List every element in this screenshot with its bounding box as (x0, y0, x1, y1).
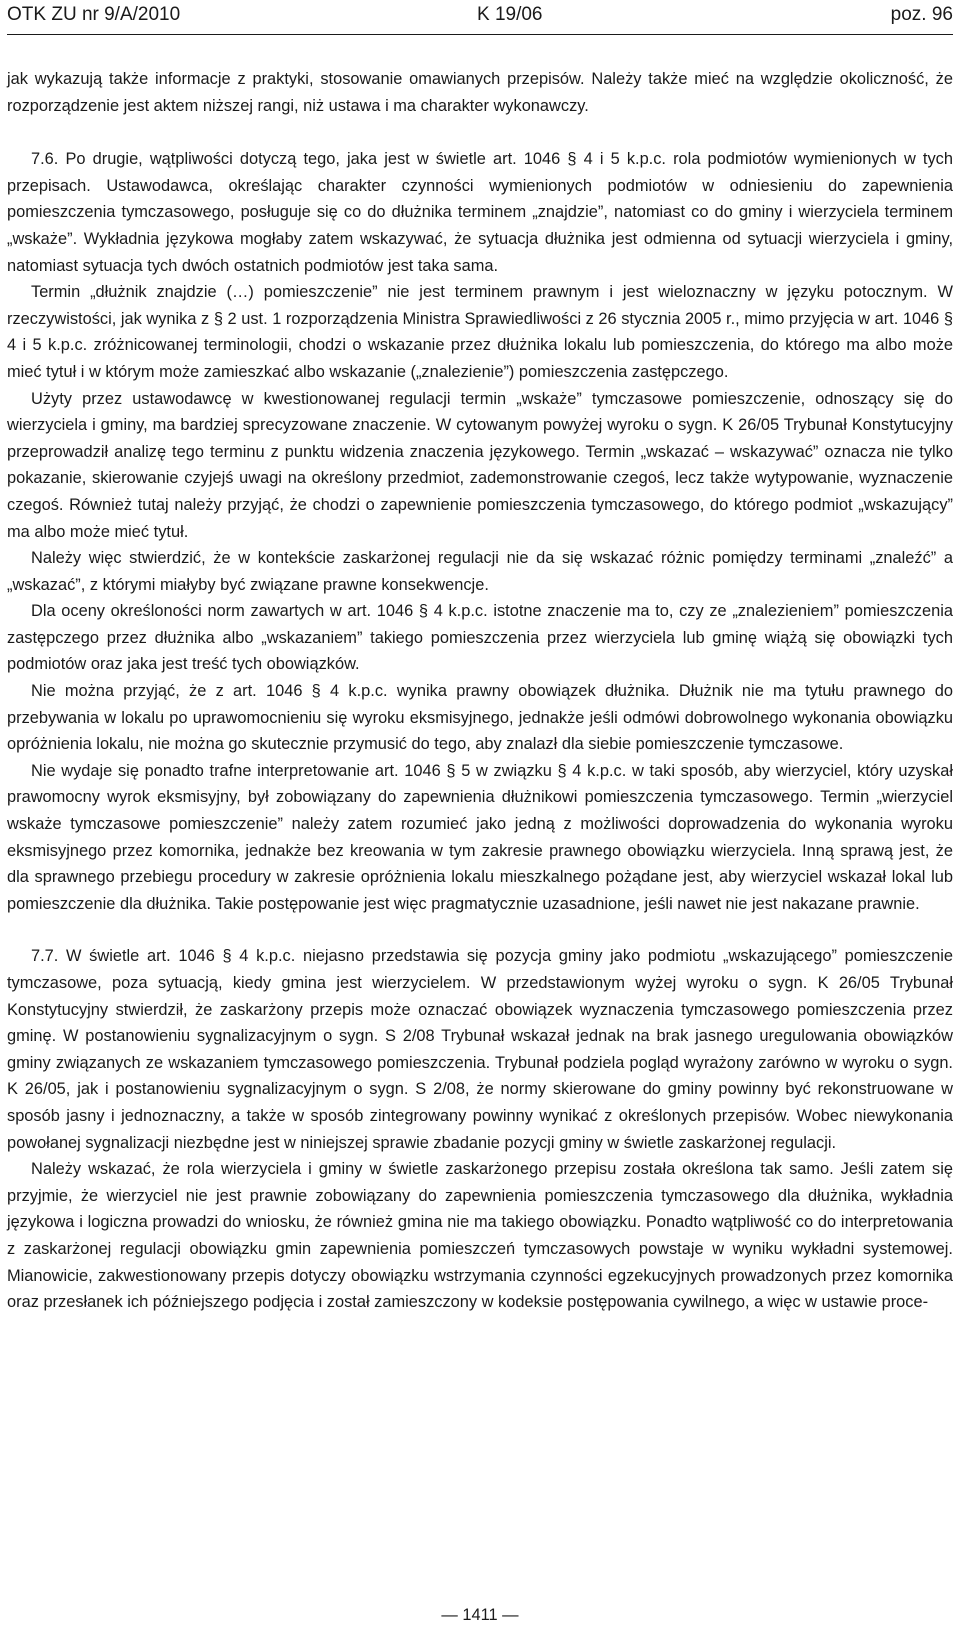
paragraph: Użyty przez ustawodawcę w kwestionowanej regulacji termin „wskaże” tymczasowe pomieszczenie, odnoszący się do wierzyciela i gminy, ma bardziej sprecyzowane znaczenie. W cytowanym powyżej wyroku o sygn. K 26/05 Trybunał Konstytucyjny przeprowadził analizę tego terminu z punktu widzenia znaczenia językowego. Termin „wskazać – wskazywać” oznacza nie tylko pokazanie, skierowanie czyjejś uwagi na określony przedmiot, zademonstrowanie czegoś, lecz także wytypowanie, wyznaczenie czegoś. Również tutaj należy przyjąć, że chodzi o zapewnienie pomieszczenia tymczasowego, do którego podmiot „wskazujący” ma albo może mieć tytuł. (7, 389, 953, 541)
paragraph-continuation: jak wykazują także informacje z praktyki, stosowanie omawianych przepisów. Należy także mieć na względzie okoliczność, że rozporządzenie jest aktem niższej rangi, niż ustawa i ma charakter wykonawczy. (7, 70, 953, 115)
running-header (7, 0, 953, 35)
paragraph: Termin „dłużnik znajdzie (…) pomieszczenie” nie jest terminem prawnym i jest wieloznaczny w języku potocznym. W rzeczywistości, jak wynika z § 2 ust. 1 rozporządzenia Ministra Sprawiedliwości z 26 stycznia 2005 r., mimo przyjęcia w art. 1046 § 4 i 5 k.p.c. zróżnicowanej terminologii, chodzi o wskazanie przez dłużnika lokalu lub pomieszczenia, do którego ma albo może mieć tytuł i w którym może zamieszkać albo wskazanie („znalezienie”) pomieszczenia zastępczego. (7, 283, 953, 381)
paragraph-section-7-7: 7.7. W świetle art. 1046 § 4 k.p.c. niejasno przedstawia się pozycja gminy jako podmiotu „wskazującego” pomieszczenie tymczasowe, poza sytuacją, kiedy gmina jest wierzycielem. W przedstawionym wyżej wyroku o sygn. K 26/05 Trybunał Konstytucyjny stwierdził, że zaskarżony przepis może oznaczać obowiązek wyznaczenia tymczasowego pomieszczenia przez gminę. W postanowieniu sygnalizacyjnym o sygn. S 2/08 Trybunał wskazał jednak na brak jasnego uregulowania obowiązków gminy związanych ze wskazaniem tymczasowego pomieszczenia. Trybunał podziela pogląd wyrażony zarówno w wyroku o sygn. K 26/05, jak i postanowieniu sygnalizacyjnym o sygn. S 2/08, że normy skierowane do gminy powinny być rekonstruowane w sposób jasny i jednoznaczny, a także w sposób zintegrowany powinny wynikać z określonych przepisów. Wobec niewykonania powołanej sygnalizacji niezbędne jest w niniejszej sprawie zbadanie pozycji gminy w świetle zaskarżonej regulacji. (7, 947, 953, 1152)
case-signature: K 19/06 (477, 4, 543, 25)
paragraph-section-7-6: 7.6. Po drugie, wątpliwości dotyczą tego, jaka jest w świetle art. 1046 § 4 i 5 k.p.c. rola podmiotów wymienionych w tych przepisach. Ustawodawca, określając charakter czynności wymienionych podmiotów w odniesieniu do zapewnienia pomieszczenia tymczasowego, posługuje się co do dłużnika terminem „znajdzie”, natomiast co do gminy i wierzyciela terminem „wskaże”. Wykładnia językowa mogłaby zatem wskazywać, że sytuacja dłużnika jest odmienna od sytuacji wierzyciela i gminy, natomiast sytuacja tych dwóch ostatnich podmiotów jest taka sama. (7, 150, 953, 275)
paragraph: Nie wydaje się ponadto trafne interpretowanie art. 1046 § 5 w związku § 4 k.p.c. w taki sposób, aby wierzyciel, który uzyskał prawomocny wyrok eksmisyjny, był zobowiązany do zapewnienia dłużnikowi pomieszczenia tymczasowego. Termin „wierzyciel wskaże tymczasowe pomieszczenie” należy zatem rozumieć jako jedną z możliwości doprowadzenia do wykonania wyroku eksmisyjnego przez komornika, jednakże bez kreowania w tym zakresie prawnego obowiązku wierzyciela. Inną sprawą jest, że dla sprawnego przebiegu procedury w zakresie opróżnienia lokalu mieszkalnego pożądane jest, aby wierzyciel wskazał lokal lub pomieszczenie dla dłużnika. Takie postępowanie jest więc pragmatycznie uzasadnione, jeśli nawet nie jest nakazane prawnie. (7, 761, 953, 913)
item-number: poz. 96 (890, 4, 953, 25)
paragraph: Należy więc stwierdzić, że w kontekście zaskarżonej regulacji nie da się wskazać różnic pomiędzy terminami „znaleźć” a „wskazać”, z którymi miałyby być związane prawne konsekwencje. (7, 549, 953, 594)
paragraph: Należy wskazać, że rola wierzyciela i gminy w świetle zaskarżonego przepisu została określona tak samo. Jeśli zatem się przyjmie, że wierzyciel nie jest prawnie zobowiązany do zapewnienia pomieszczenia tymczasowego dla dłużnika, wykładnia językowa i logiczna prowadzi do wniosku, że również gmina nie ma takiego obowiązku. Ponadto wątpliwość co do interpretowania z zaskarżonej regulacji obowiązku gmin zapewnienia pomieszczeń tymczasowych powstaje w wyniku wykładni systemowej. Mianowicie, zakwestionowany przepis dotyczy obowiązku wstrzymania czynności egzekucyjnych prowadzonych przez komornika oraz przesłanek ich późniejszego podjęcia i został zamieszczony w kodeksie postępowania cywilnego, a więc w ustawie proce- (7, 1160, 953, 1312)
journal-reference: OTK ZU nr 9/A/2010 (7, 4, 181, 25)
paragraph: Nie można przyjąć, że z art. 1046 § 4 k.p.c. wynika prawny obowiązek dłużnika. Dłużnik nie ma tytułu prawnego do przebywania w lokalu po uprawomocnieniu się wyroku eksmisyjnego, jednakże jeśli odmówi dobrowolnego wykonania obowiązku opróżnienia lokalu, nie można go skutecznie przymusić do tego, aby znalazł dla siebie pomieszczenie tymczasowe. (7, 682, 953, 754)
paragraph: Dla oceny określoności norm zawartych w art. 1046 § 4 k.p.c. istotne znaczenie ma to, czy ze „znalezieniem” pomieszczenia zastępczego przez dłużnika albo „wskazaniem” takiego pomieszczenia przez wierzyciela lub gminę wiążą się obowiązki tych podmiotów oraz jaka jest treść tych obowiązków. (7, 602, 953, 674)
page-number: — 1411 — (441, 1606, 519, 1624)
document-body (7, 66, 953, 1316)
